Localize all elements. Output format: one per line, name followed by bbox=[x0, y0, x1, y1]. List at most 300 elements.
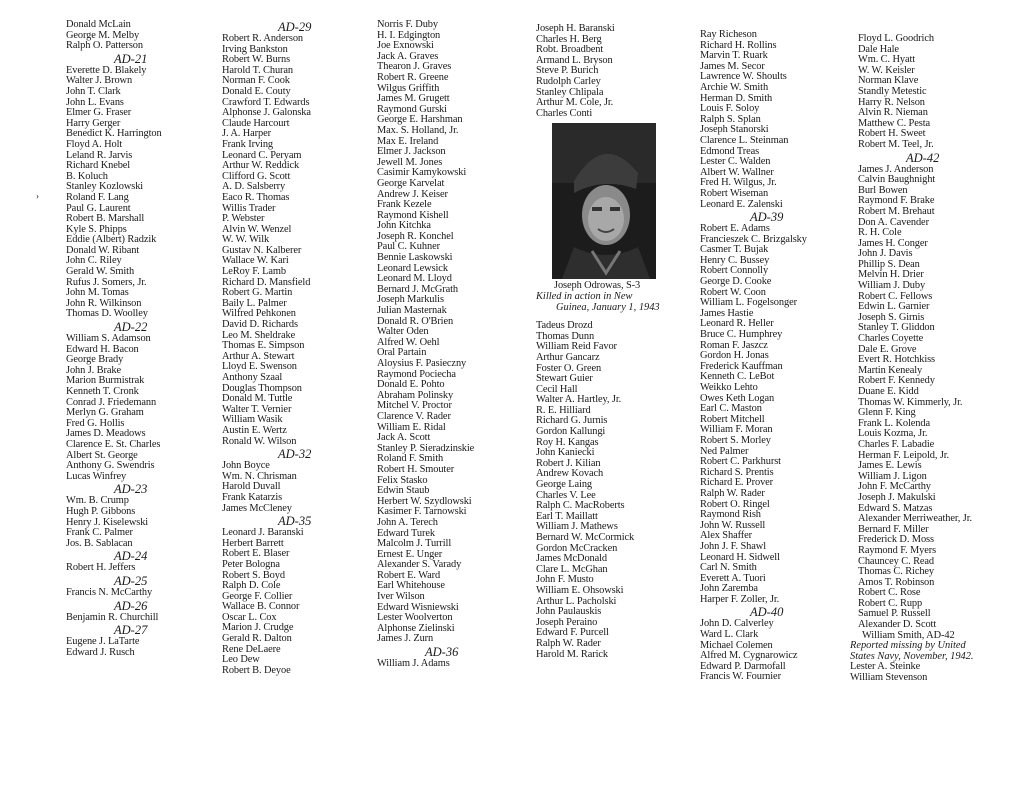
roster-name: John Paulauskis bbox=[536, 606, 602, 618]
roster-name: Kenneth C. LeBot bbox=[700, 371, 775, 383]
roster-name: Clifford G. Scott bbox=[222, 170, 291, 182]
roster-name: Richard G. Jurnis bbox=[536, 415, 608, 427]
roster-name: Richard H. Rollins bbox=[700, 39, 777, 51]
roster-name: Charles Coyette bbox=[858, 333, 924, 345]
roster-name: Walter Oden bbox=[377, 326, 429, 338]
roster-name: Claude Harcourt bbox=[222, 117, 290, 129]
roster-name: Alexander Merriweather, Jr. bbox=[858, 513, 973, 525]
roster-name: Frank Irving bbox=[222, 138, 274, 150]
roster-name: John F. McCarthy bbox=[858, 481, 931, 493]
section-heading-ad-40: AD-40 bbox=[750, 605, 784, 620]
roster-name: Paul C. Kuhner bbox=[377, 241, 440, 253]
roster-name: William S. Adamson bbox=[66, 333, 151, 345]
roster-name: Clarence V. Rader bbox=[377, 410, 451, 422]
roster-name: Robert G. Martin bbox=[222, 287, 293, 299]
roster-name: Arthur A. Stewart bbox=[222, 350, 295, 362]
roster-name: John Kitchka bbox=[377, 220, 431, 232]
roster-name: H. I. Edgington bbox=[377, 29, 441, 41]
roster-name: Michael Colemen bbox=[700, 639, 773, 651]
roster-name: Edmond Treas bbox=[700, 145, 760, 157]
roster-name: Robert Wiseman bbox=[700, 187, 769, 199]
roster-name: George E. Harshman bbox=[377, 114, 463, 126]
roster-name: Elmer J. Jackson bbox=[377, 146, 446, 158]
roster-name: Fred H. Wilgus, Jr. bbox=[700, 177, 777, 189]
roster-name: Thearon J. Graves bbox=[377, 61, 452, 73]
roster-name: Edward H. Bacon bbox=[66, 343, 139, 355]
roster-name: B. Koluch bbox=[66, 170, 108, 182]
roster-name: William L. Fogelsonger bbox=[700, 297, 797, 309]
roster-name: Robert W. Burns bbox=[222, 54, 291, 66]
roster-name: Robert E. Adams bbox=[700, 223, 770, 235]
roster-name: Joseph Peraino bbox=[536, 616, 598, 628]
roster-name: Robert Connolly bbox=[700, 265, 769, 277]
roster-name: Robert S. Boyd bbox=[222, 569, 285, 581]
roster-name: William F. Moran bbox=[700, 424, 773, 436]
roster-name: Clare L. McGhan bbox=[536, 563, 608, 575]
roster-name: Ernest E. Unger bbox=[377, 548, 443, 560]
column-6-tail-list bbox=[850, 662, 1018, 683]
roster-name: Ralph S. Splan bbox=[700, 113, 761, 125]
roster-name: Leonard R. Heller bbox=[700, 318, 774, 330]
roster-name: Robert E. Ward bbox=[377, 569, 441, 581]
roster-name: James McDonald bbox=[536, 553, 608, 565]
roster-name: Harry Gerger bbox=[66, 117, 121, 129]
roster-name: Leo M. Sheldrake bbox=[222, 329, 296, 341]
roster-name: Wm. N. Chrisman bbox=[222, 470, 297, 482]
roster-name: Fred G. Hollis bbox=[66, 417, 125, 429]
column-3 bbox=[377, 20, 532, 670]
roster-name: Walter J. Brown bbox=[66, 75, 133, 87]
roster-name: Roland F. Lang bbox=[66, 191, 129, 203]
roster-name: Wallace B. Connor bbox=[222, 601, 300, 613]
roster-name: Leonard E. Zalenski bbox=[700, 198, 783, 210]
roster-name: John F. Musto bbox=[536, 574, 594, 586]
roster-name: Edward Turek bbox=[377, 527, 435, 539]
roster-name: William J. Mathews bbox=[536, 521, 618, 533]
roster-name: David D. Richards bbox=[222, 319, 298, 331]
roster-name: Everett A. Tuori bbox=[700, 572, 766, 584]
roster-name: Frank L. Kolenda bbox=[858, 417, 930, 429]
roster-name: Earl Whitehouse bbox=[377, 580, 445, 592]
roster-name: Anthony G. Swendris bbox=[66, 460, 155, 472]
roster-name: Leonard M. Lloyd bbox=[377, 273, 452, 285]
roster-name: Joseph J. Makulski bbox=[858, 491, 936, 503]
roster-name: Malcolm J. Turrill bbox=[377, 538, 452, 550]
roster-name: Ralph W. Rader bbox=[536, 637, 601, 649]
roster-name: Ned Palmer bbox=[700, 445, 749, 457]
roster-name: James M. Secor bbox=[700, 60, 765, 72]
roster-name: Robert J. Kilian bbox=[536, 457, 601, 469]
roster-name: Harper F. Zoller, Jr. bbox=[700, 593, 780, 605]
roster-name: Francieszek C. Brizgalsky bbox=[700, 233, 807, 245]
roster-name: R. E. Hilliard bbox=[536, 404, 591, 416]
roster-name: Charles H. Berg bbox=[536, 33, 602, 45]
roster-name: Donald E. Pohto bbox=[377, 379, 445, 391]
roster-name: John Boyce bbox=[222, 460, 270, 472]
section-heading-ad-42: AD-42 bbox=[906, 150, 940, 165]
roster-name: Frank Katarzis bbox=[222, 491, 283, 503]
roster-name: Walter T. Vernier bbox=[222, 403, 292, 415]
roster-name: Arthur Gancarz bbox=[536, 351, 600, 363]
section-heading-ad-24: AD-24 bbox=[114, 549, 148, 564]
roster-name: Clarence L. Steinman bbox=[700, 134, 789, 146]
roster-name: Standly Metestic bbox=[858, 85, 927, 97]
roster-name: Chauncey C. Read bbox=[858, 555, 935, 567]
roster-name: Raymond Gurski bbox=[377, 103, 447, 115]
roster-name: Andrew Kovach bbox=[536, 468, 604, 480]
roster-name: Francis N. McCarthy bbox=[66, 586, 153, 598]
roster-name: John R. Wilkinson bbox=[66, 297, 142, 309]
roster-name: Alfred W. Oehl bbox=[377, 336, 440, 348]
roster-name: Joseph Stanorski bbox=[700, 124, 769, 136]
roster-name: James J. Zurn bbox=[377, 633, 434, 645]
roster-name: John A. Terech bbox=[377, 516, 438, 528]
section-heading-ad-26: AD-26 bbox=[114, 598, 148, 613]
roster-name: Wm. C. Hyatt bbox=[858, 54, 916, 66]
roster-name: A. D. Salsberry bbox=[222, 181, 286, 193]
roster-name: Glenn F. King bbox=[858, 407, 916, 419]
roster-name: John L. Evans bbox=[66, 96, 124, 108]
roster-name: Oscar L. Cox bbox=[222, 611, 277, 623]
roster-name: Robert M. Teel, Jr. bbox=[858, 138, 934, 150]
roster-name: John Kaniecki bbox=[536, 447, 595, 459]
roster-name: Samuel P. Russell bbox=[858, 608, 931, 620]
roster-name: George Laing bbox=[536, 479, 593, 491]
roster-name: Frank C. Palmer bbox=[66, 527, 133, 539]
section-heading-ad-22: AD-22 bbox=[114, 320, 148, 335]
roster-name: Dale Hale bbox=[858, 43, 899, 55]
roster-name: Alphonse Zielinski bbox=[377, 622, 455, 634]
roster-name: Wallace W. Kari bbox=[222, 255, 289, 267]
roster-name: Marion Burmistrak bbox=[66, 375, 145, 387]
roster-name: Archie W. Smith bbox=[700, 81, 769, 93]
roster-name: John J. F. Shawl bbox=[700, 540, 766, 552]
roster-name: Leland R. Jarvis bbox=[66, 149, 133, 161]
roster-name: Robert H. Sweet bbox=[858, 128, 926, 140]
margin-mark: › bbox=[36, 191, 39, 201]
roster-name: George M. Melby bbox=[66, 29, 140, 41]
roster-name: Edward S. Matzas bbox=[858, 502, 933, 514]
roster-name: Lawrence W. Shoults bbox=[700, 71, 787, 83]
roster-name: Calvin Baughnight bbox=[858, 174, 936, 186]
roster-name: Clarence E. St. Charles bbox=[66, 438, 161, 450]
roster-name: Arthur M. Cole, Jr. bbox=[536, 97, 614, 109]
roster-name: Martin Kenealy bbox=[858, 364, 923, 376]
roster-name: Francis W. Fournier bbox=[700, 671, 781, 683]
roster-name: Ralph O. Patterson bbox=[66, 40, 143, 52]
roster-name: Alvin R. Nieman bbox=[858, 107, 928, 119]
roster-name: Felix Stasko bbox=[377, 474, 428, 486]
roster-name: Richard S. Prentis bbox=[700, 466, 774, 478]
roster-name: Abraham Polinsky bbox=[377, 389, 454, 401]
roster-name: Joe Exnowski bbox=[377, 40, 434, 52]
roster-name: John W. Russell bbox=[700, 519, 766, 531]
column-6-list bbox=[858, 34, 1018, 631]
memorial-line-1: Reported missing by United bbox=[850, 640, 966, 652]
section-heading-ad-25: AD-25 bbox=[114, 573, 148, 588]
roster-name: Gustav N. Kalberer bbox=[222, 244, 302, 256]
roster-name: William Reid Favor bbox=[536, 341, 617, 353]
roster-name: Matthew C. Pesta bbox=[858, 117, 930, 129]
roster-name: Charles F. Labadie bbox=[858, 438, 935, 450]
roster-name: Duane E. Kidd bbox=[858, 386, 919, 397]
roster-name: Stanley Kozlowski bbox=[66, 181, 144, 193]
roster-name: Kenneth T. Cronk bbox=[66, 386, 139, 397]
photo-caption-name: Joseph Odrowas, S-3 bbox=[554, 280, 641, 292]
soldier-portrait-icon bbox=[552, 123, 656, 279]
roster-name: Albert St. George bbox=[66, 449, 138, 461]
roster-name: Rufus J. Somers, Jr. bbox=[66, 276, 147, 288]
roster-name: Robert C. Fellows bbox=[858, 290, 933, 302]
roster-name: Henry C. Bussey bbox=[700, 254, 770, 266]
roster-name: Charles V. Lee bbox=[536, 489, 596, 501]
roster-name: John Zaremba bbox=[700, 583, 758, 595]
roster-name: William J. Adams bbox=[377, 658, 450, 670]
roster-name: Casimir Kamykowski bbox=[377, 167, 467, 179]
roster-name: James D. Meadows bbox=[66, 428, 146, 440]
roster-name: Stanley Chlipala bbox=[536, 86, 604, 98]
roster-name: George D. Cooke bbox=[700, 276, 772, 288]
roster-name: Lloyd E. Swenson bbox=[222, 361, 297, 373]
roster-name: Max. S. Holland, Jr. bbox=[377, 124, 459, 136]
roster-name: Ronald W. Wilson bbox=[222, 435, 297, 447]
roster-name: Alvin W. Wenzel bbox=[222, 223, 292, 235]
roster-name: Robert S. Morley bbox=[700, 434, 771, 446]
column-4-top-list bbox=[536, 24, 694, 119]
roster-name: George Karvelat bbox=[377, 177, 445, 189]
roster-name: Foster O. Green bbox=[536, 362, 602, 374]
roster-name: Robert H. Smouter bbox=[377, 463, 455, 475]
column-4-bottom-list bbox=[536, 321, 694, 660]
roster-name: Robert R. Greene bbox=[377, 71, 449, 83]
roster-name: Joseph S. Girnis bbox=[858, 311, 925, 323]
roster-name: Aloysius F. Pasieczny bbox=[377, 358, 467, 369]
roster-name: Thomas W. Kimmerly, Jr. bbox=[858, 396, 963, 408]
roster-name: Joseph R. Konchel bbox=[377, 230, 454, 242]
roster-name: Austin E. Wertz bbox=[222, 424, 287, 436]
roster-name: Iver Wilson bbox=[377, 591, 425, 603]
section-heading-ad-23: AD-23 bbox=[114, 482, 148, 497]
roster-name: Cecil Hall bbox=[536, 383, 578, 395]
roster-name: Edwin Staub bbox=[377, 485, 430, 497]
roster-name: LeRoy F. Lamb bbox=[222, 266, 286, 278]
roster-name: Wilgus Griffith bbox=[377, 82, 440, 94]
roster-name: Ward L. Clark bbox=[700, 629, 759, 641]
roster-name: Bernard W. McCormick bbox=[536, 532, 635, 543]
roster-name: William Wasik bbox=[222, 414, 283, 426]
section-heading-ad-39: AD-39 bbox=[750, 210, 784, 225]
roster-name: George Brady bbox=[66, 354, 124, 366]
roster-name: James J. Anderson bbox=[858, 163, 934, 175]
roster-name: Ray Richeson bbox=[700, 29, 757, 40]
roster-name: Stanley P. Sieradzinskie bbox=[377, 442, 475, 454]
roster-name: Paul G. Laurent bbox=[66, 202, 131, 214]
roster-name: Bernard F. Miller bbox=[858, 523, 929, 535]
roster-name: John D. Calverley bbox=[700, 618, 774, 630]
roster-name: Herbert W. Szydlowski bbox=[377, 495, 472, 507]
roster-name: Edward J. Rusch bbox=[66, 646, 135, 658]
roster-name: Raymond F. Brake bbox=[858, 195, 935, 207]
roster-name: Jewell M. Jones bbox=[377, 156, 443, 168]
roster-name: Ralph W. Rader bbox=[700, 487, 765, 499]
roster-name: Edward Wisniewski bbox=[377, 601, 459, 613]
roster-name: Frederick D. Moss bbox=[858, 534, 934, 546]
roster-name: Edward F. Purcell bbox=[536, 627, 609, 639]
roster-name: William Stevenson bbox=[850, 672, 928, 684]
photo-caption-line-1: Killed in action in New bbox=[536, 290, 633, 302]
roster-name: Marvin T. Ruark bbox=[700, 50, 768, 62]
roster-name: Norman Klave bbox=[858, 75, 919, 87]
roster-name: Robert M. Brehaut bbox=[858, 205, 935, 217]
roster-name: Charles Conti bbox=[536, 107, 593, 119]
roster-name: W. W. Keisler bbox=[858, 64, 915, 76]
roster-name: Herman F. Leipold, Jr. bbox=[858, 449, 950, 461]
roster-name: Lucas Winfrey bbox=[66, 470, 127, 482]
roster-name: Benedict K. Harrington bbox=[66, 128, 162, 140]
roster-name: Bernard J. McGrath bbox=[377, 283, 459, 295]
roster-name: Stewart Guier bbox=[536, 373, 593, 385]
roster-name: Merlyn G. Graham bbox=[66, 407, 144, 419]
roster-name: Gordon H. Jonas bbox=[700, 350, 769, 362]
roster-name: Steve P. Burich bbox=[536, 65, 599, 77]
roster-name: Roy H. Kangas bbox=[536, 436, 599, 448]
roster-name: Albert W. Wallner bbox=[700, 166, 774, 178]
section-heading-ad-29: AD-29 bbox=[278, 20, 312, 34]
roster-name: Floyd L. Goodrich bbox=[858, 33, 934, 44]
roster-name: Jack A. Graves bbox=[377, 50, 439, 62]
roster-name: Eaco R. Thomas bbox=[222, 191, 290, 203]
roster-name: James McCleney bbox=[222, 502, 292, 514]
column-2 bbox=[222, 20, 374, 676]
roster-name: Peter Bologna bbox=[222, 558, 280, 570]
roster-name: Baily L. Palmer bbox=[222, 297, 287, 309]
roster-name: Robert C. Rose bbox=[858, 587, 921, 599]
roster-name: John M. Tomas bbox=[66, 287, 129, 299]
roster-name: Robert B. Deyoe bbox=[222, 664, 291, 676]
roster-name: Richard Knebel bbox=[66, 160, 131, 172]
roster-name: R. H. Cole bbox=[858, 227, 902, 239]
roster-name: Roman F. Jaszcz bbox=[700, 339, 768, 351]
roster-name: Leo Dew bbox=[222, 654, 260, 666]
roster-name: Armand L. Bryson bbox=[536, 54, 613, 66]
roster-name: Lester A. Steinke bbox=[850, 661, 921, 673]
roster-name: Eddie (Albert) Radzik bbox=[66, 234, 157, 246]
roster-name: Andrew J. Keiser bbox=[377, 188, 448, 200]
roster-name: Julian Masternak bbox=[377, 305, 447, 317]
roster-name: Leonard J. Baranski bbox=[222, 527, 304, 539]
roster-name: Alphonse J. Galonska bbox=[222, 107, 311, 119]
section-heading-ad-36: AD-36 bbox=[425, 645, 459, 660]
portrait-photo bbox=[552, 123, 656, 279]
roster-name: Leonard C. Peryam bbox=[222, 149, 302, 161]
roster-name: Phillip S. Dean bbox=[858, 258, 920, 270]
roster-name: Bennie Laskowski bbox=[377, 252, 453, 264]
roster-name: Donald R. O'Brien bbox=[377, 315, 454, 327]
memorial-name: William Smith, AD-42 bbox=[862, 629, 955, 641]
roster-name: Herbert Barrett bbox=[222, 537, 284, 549]
roster-name: Owes Keth Logan bbox=[700, 392, 775, 404]
roster-name: Thomas C. Richey bbox=[858, 566, 935, 578]
roster-name: John J. Brake bbox=[66, 364, 121, 376]
roster-name: Mitchel V. Proctor bbox=[377, 400, 452, 412]
roster-name: James Hastie bbox=[700, 307, 754, 319]
roster-name: Raymond Kishell bbox=[377, 209, 449, 221]
roster-name: William J. Ligon bbox=[858, 470, 927, 482]
roster-name: Louis Kozma, Jr. bbox=[858, 428, 928, 440]
roster-name: Gordon Kallungi bbox=[536, 426, 606, 438]
section-heading-ad-35: AD-35 bbox=[278, 514, 312, 529]
roster-name: Edwin L. Garnier bbox=[858, 301, 930, 313]
roster-name: Thomas E. Simpson bbox=[222, 340, 305, 352]
roster-name: Jos. B. Sablacan bbox=[66, 537, 133, 549]
roster-name: Tadeus Drozd bbox=[536, 320, 593, 332]
roster-name: Kasimer F. Tarnowski bbox=[377, 506, 467, 518]
column-5 bbox=[700, 30, 850, 683]
roster-name: Anthony Szaal bbox=[222, 372, 283, 383]
roster-name: Robert E. Blaser bbox=[222, 548, 290, 560]
roster-name: Richard E. Prover bbox=[700, 477, 774, 489]
roster-name: Lester Woolverton bbox=[377, 612, 453, 624]
roster-name: Joseph Markulis bbox=[377, 294, 444, 306]
roster-name: Benjamin R. Churchill bbox=[66, 611, 159, 623]
roster-name: Arthur W. Reddick bbox=[222, 160, 300, 172]
roster-name: Alfred M. Cygnarowicz bbox=[700, 650, 798, 662]
roster-name: Robert C. Parkhurst bbox=[700, 456, 781, 468]
roster-name: Ralph D. Cole bbox=[222, 580, 281, 592]
roster-name: Alexander D. Scott bbox=[858, 619, 937, 631]
roster-name: Robert R. Anderson bbox=[222, 33, 304, 44]
roster-name: Eugene J. LaTarte bbox=[66, 636, 140, 648]
roster-name: Melvin H. Drier bbox=[858, 269, 924, 281]
roster-name: Wilfred Pehkonen bbox=[222, 308, 296, 320]
roster-name: Gerald W. Smith bbox=[66, 266, 135, 278]
roster-name: John J. Davis bbox=[858, 248, 913, 260]
roster-name: Robert H. Jeffers bbox=[66, 562, 136, 574]
roster-name: Donald E. Couty bbox=[222, 85, 291, 97]
roster-name: Weikko Lehto bbox=[700, 382, 758, 393]
roster-name: Harold M. Rarick bbox=[536, 648, 608, 660]
roster-name: Robert W. Coon bbox=[700, 286, 766, 298]
roster-name: Donald W. Ribant bbox=[66, 244, 140, 256]
roster-name: Leonard H. Sidwell bbox=[700, 551, 780, 563]
roster-name: Oral Partain bbox=[377, 347, 427, 359]
roster-name: Elmer G. Fraser bbox=[66, 107, 132, 119]
roster-name: William E. Ridal bbox=[377, 421, 446, 433]
roster-name: J. A. Harper bbox=[222, 128, 272, 140]
roster-name: P. Webster bbox=[222, 213, 265, 225]
roster-name: Hugh P. Gibbons bbox=[66, 505, 136, 517]
roster-name: Willis Trader bbox=[222, 202, 276, 214]
roster-name: Conrad J. Friedemann bbox=[66, 396, 157, 408]
roster-name: Bruce C. Humphrey bbox=[700, 329, 783, 341]
roster-name: Harry R. Nelson bbox=[858, 96, 925, 108]
roster-name: W. W. Wilk bbox=[222, 234, 270, 246]
roster-name: Jack A. Scott bbox=[377, 432, 431, 444]
roster-name: Robert B. Marshall bbox=[66, 213, 145, 225]
roster-name: Amos T. Robinson bbox=[858, 576, 935, 588]
roster-name: Frederick Kauffman bbox=[700, 360, 783, 372]
roster-name: Edward P. Darmofall bbox=[700, 660, 786, 672]
roster-name: Casmer T. Bujak bbox=[700, 244, 769, 256]
roster-name: Rene DeLaere bbox=[222, 643, 281, 655]
roster-name: Joseph H. Baranski bbox=[536, 23, 615, 34]
roster-name: James H. Conger bbox=[858, 237, 928, 249]
roster-name: Harold T. Churan bbox=[222, 64, 294, 76]
column-1 bbox=[66, 20, 216, 658]
column-6 bbox=[850, 33, 1018, 684]
memorial-line-2: States Navy, November, 1942. bbox=[850, 650, 974, 662]
roster-name: Robert F. Kennedy bbox=[858, 375, 935, 387]
